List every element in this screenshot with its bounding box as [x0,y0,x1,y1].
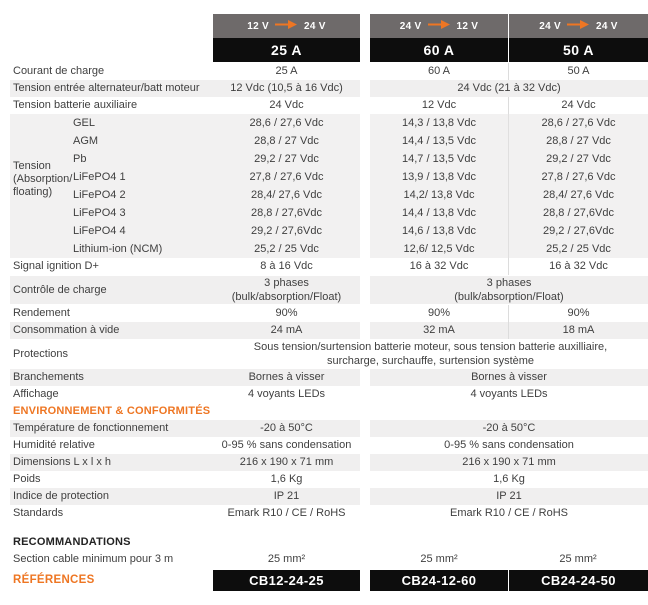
battery-voltage-block [10,114,648,258]
value-col3: 18 mA [508,322,648,339]
amps-band-1: 25 A [213,38,360,62]
value-col1: 0-95 % sans condensation [221,439,352,451]
value-col1: 4 voyants LEDs [247,388,326,400]
value-col2: 16 à 32 Vdc [409,260,469,272]
spacer-row [0,522,648,534]
value-col23-merged: 24 Vdc (21 à 32 Vdc) [457,82,561,94]
voltage-from: 24 V [399,20,422,32]
table-row [10,305,648,322]
column-header-2 [370,14,508,62]
battery-type-label: Lithium-ion (NCM) [73,243,163,255]
value-col2: 14,4 / 13,5 Vdc [402,135,476,147]
reference-pair [370,570,648,591]
voltage-to: 12 V [456,20,479,32]
value-col1: 25,2 / 25 Vdc [254,243,319,255]
table-row [10,150,648,168]
reference-code-3: CB24-24-50 [508,570,648,591]
value-col1: -20 à 50°C [260,422,313,434]
table-row [10,505,648,522]
value-col3: 28,6 / 27,6 Vdc [508,114,648,132]
value-col3: 27,8 / 27,6 Vdc [508,168,648,186]
value-col1: 25 A [275,65,298,77]
value-col2: 14,7 / 13,5 Vdc [402,153,476,165]
value-col1: 28,6 / 27,6 Vdc [249,117,324,129]
table-row [10,186,648,204]
value-col3: 90% [508,305,648,322]
table-row [10,454,648,471]
value-col1: Emark R10 / CE / RoHS [227,507,346,519]
section-title: RECOMMANDATIONS [13,536,131,548]
value-col1: 28,8 / 27 Vdc [254,135,319,147]
row-label: Standards [13,507,64,519]
arrow-right-icon [567,20,590,32]
value-full-span: Sous tension/surtension batterie moteur, sous tension batterie auxilliaire, surcharge, surchauffe, surtension système [253,341,608,367]
value-col23-merged: 0-95 % sans condensation [444,439,574,451]
row-label: Température de fonctionnement [13,422,169,434]
row-label: Signal ignition D+ [13,260,99,272]
table-row [10,114,648,132]
reference-code-1: CB12-24-25 [213,570,360,591]
table-row [10,240,648,258]
table-row [10,339,648,369]
value-col2: 90% [427,307,451,319]
value-col3: 24 Vdc [508,97,648,114]
value-col2: 14,2/ 13,8 Vdc [403,189,475,201]
arrow-right-icon [275,20,298,32]
voltage-from: 12 V [247,20,269,32]
battery-type-label: LiFePO4 2 [73,189,126,201]
value-col3: 29,2 / 27 Vdc [508,150,648,168]
voltage-from: 24 V [539,20,561,32]
value-col23-merged: Emark R10 / CE / RoHS [450,507,568,519]
row-label: Protections [13,347,69,360]
battery-type-label: GEL [73,117,96,129]
value-col3: 29,2 / 27,6Vdc [508,222,648,240]
table-row [10,258,648,275]
value-col1: 90% [275,307,298,319]
table-row [10,551,648,568]
value-col3: 28,8 / 27 Vdc [508,132,648,150]
row-label: Indice de protection [13,490,110,502]
table-row [10,204,648,222]
references-title: RÉFÉRENCES [13,574,95,586]
arrow-right-icon [428,20,451,32]
table-row [10,437,648,454]
row-label: Poids [13,473,41,485]
value-col2: 14,6 / 13,8 Vdc [402,225,476,237]
value-col1: 1,6 Kg [270,473,303,485]
value-col3: 28,4/ 27,6 Vdc [508,186,648,204]
table-header [0,14,648,62]
value-col2: 12 Vdc [421,99,457,111]
value-col23-merged: Bornes à visser [471,371,547,383]
row-label: Contrôle de charge [13,283,107,296]
table-row [10,471,648,488]
value-col2: 25 mm² [420,553,458,565]
row-label: Tension entrée alternateur/batt moteur [13,82,200,94]
value-col1: 24 Vdc [269,99,304,111]
value-col23-merged: IP 21 [496,490,522,502]
value-col1: 3 phases (bulk/absorption/Float) [231,277,342,303]
reference-code-2: CB24-12-60 [370,570,508,591]
table-row [10,97,648,114]
table-row [10,222,648,240]
value-col2: 14,4 / 13,8 Vdc [402,207,476,219]
value-col23-merged: 216 x 190 x 71 mm [462,456,556,468]
value-col1: 12 Vdc (10,5 à 16 Vdc) [230,82,343,94]
value-col1: Bornes à visser [248,371,325,383]
table-row [10,63,648,80]
value-col2: 13,9 / 13,8 Vdc [402,171,476,183]
table-row [10,386,648,403]
value-col3: 16 à 32 Vdc [508,258,648,275]
battery-type-label: LiFePO4 1 [73,171,126,183]
value-col1: 28,8 / 27,6Vdc [251,207,322,219]
table-row [10,132,648,150]
value-col1: 29,2 / 27,6Vdc [251,225,322,237]
row-label: Rendement [13,307,70,319]
column-gap [360,14,370,62]
value-col2: 60 A [427,65,451,77]
battery-type-label: AGM [73,135,99,147]
amps-band-3: 50 A [509,38,648,62]
row-label: Affichage [13,388,59,400]
value-col2: 14,3 / 13,8 Vdc [402,117,476,129]
column-header-1 [213,14,360,62]
table-row [10,80,648,97]
table-row [10,322,648,339]
row-label: Branchements [13,371,84,383]
row-label: Section cable minimum pour 3 m [13,553,174,565]
table-row [10,420,648,437]
value-col23-merged: 4 voyants LEDs [470,388,548,400]
value-col1: 24 mA [270,324,303,336]
references-row [10,570,648,591]
row-label: Tension batterie auxiliaire [13,99,138,111]
column-header-3 [508,14,648,62]
value-col2: 12,6/ 12,5 Vdc [403,243,475,255]
value-col23-merged: -20 à 50°C [482,422,536,434]
value-col3: 50 A [508,63,648,80]
value-col2: 32 mA [423,324,455,336]
table-row [10,488,648,505]
row-label: Dimensions L x l x h [13,456,112,468]
voltage-conversion-3 [509,14,648,38]
section-header-environment [10,403,648,420]
value-col1: IP 21 [273,490,300,502]
battery-type-label: Pb [73,153,87,165]
battery-group-label: Tension (Absorption/ floating) [13,160,73,198]
voltage-conversion-1 [213,14,360,38]
value-col3: 25 mm² [559,553,597,565]
voltage-to: 24 V [304,20,326,32]
table-row [10,168,648,186]
amps-band-2: 60 A [370,38,508,62]
value-col23-merged: 1,6 Kg [493,473,525,485]
column-header-pair [370,14,648,62]
row-label: Courant de charge [13,65,105,77]
voltage-to: 24 V [596,20,618,32]
value-col3: 25,2 / 25 Vdc [508,240,648,258]
value-col1: 28,4/ 27,6 Vdc [251,189,322,201]
voltage-conversion-2 [370,14,508,38]
value-col1: 25 mm² [267,553,306,565]
value-col1: 216 x 190 x 71 mm [239,456,334,468]
table-row [10,369,648,386]
value-col1: 8 à 16 Vdc [260,260,313,272]
section-header-recommendations [10,534,648,551]
value-col23-merged: 3 phases (bulk/absorption/Float) [454,277,564,303]
battery-type-label: LiFePO4 3 [73,207,126,219]
row-label: Consommation à vide [13,324,120,336]
value-col1: 27,8 / 27,6 Vdc [249,171,324,183]
value-col3: 28,8 / 27,6Vdc [508,204,648,222]
section-title: ENVIRONNEMENT & CONFORMITÉS [13,405,211,417]
value-col1: 29,2 / 27 Vdc [254,153,319,165]
table-row [10,275,648,305]
header-spacer [0,14,213,62]
row-label: Humidité relative [13,439,95,451]
battery-type-label: LiFePO4 4 [73,225,126,237]
